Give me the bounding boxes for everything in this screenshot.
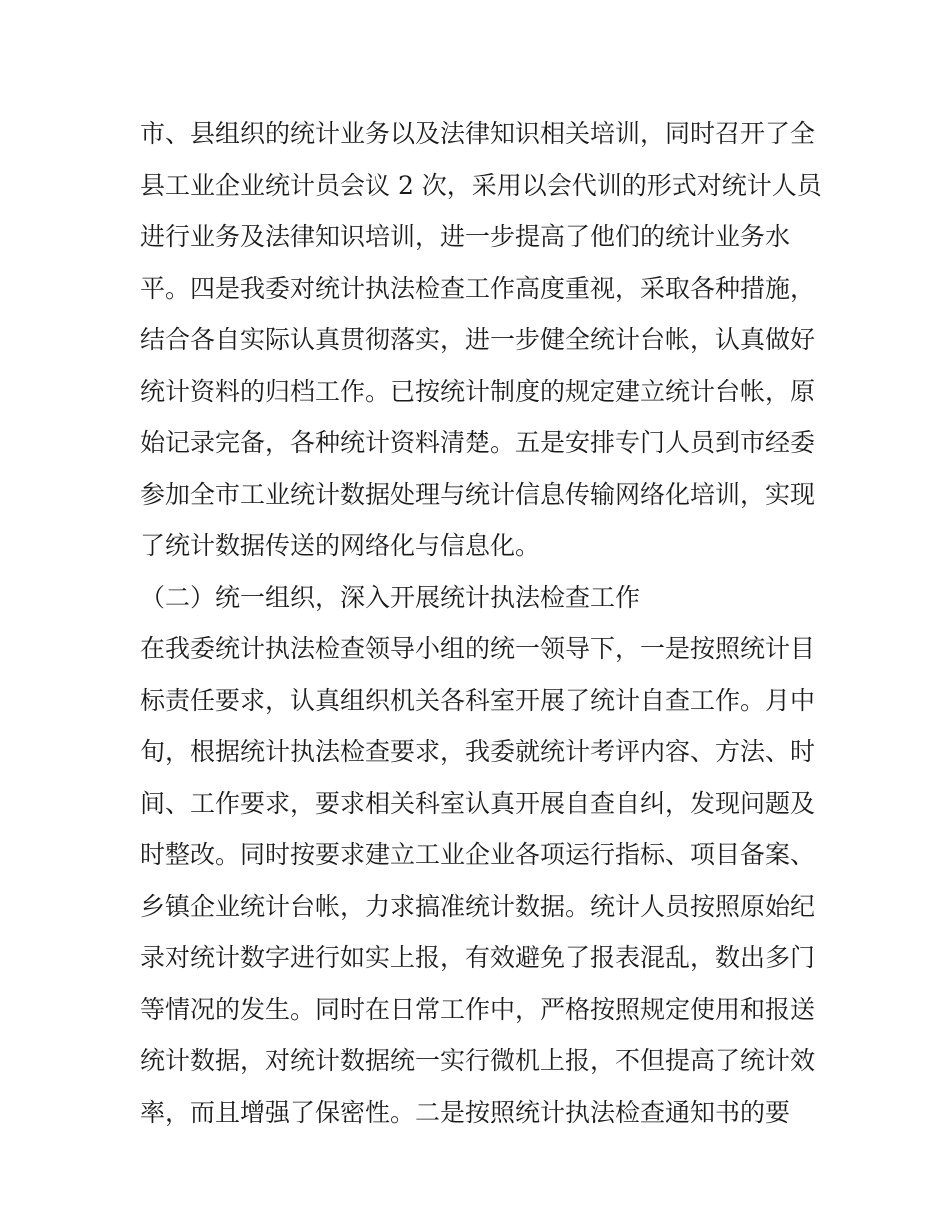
paragraph-line: 标责任要求，认真组织机关各科室开展了统计自查工作。月中 — [140, 685, 816, 715]
paragraph-line: 时整改。同时按要求建立工业企业各项运行指标、项目备案、 — [140, 840, 816, 869]
paragraph-line: 进行业务及法律知识培训，进一步提高了他们的统计业务水 — [140, 222, 791, 251]
paragraph-line: 县工业企业统计员会议 2 次，采用以会代训的形式对统计人员 — [140, 170, 822, 200]
paragraph-line: 统计数据，对统计数据统一实行微机上报，不但提高了统计效 — [140, 1046, 816, 1075]
paragraph-line: 录对统计数字进行如实上报，有效避免了报表混乱，数出多门 — [140, 943, 816, 972]
paragraph-line: 等情况的发生。同时在日常工作中，严格按照规定使用和报送 — [140, 994, 816, 1024]
paragraph-line: 率，而且增强了保密性。二是按照统计执法检查通知书的要 — [140, 1097, 791, 1127]
paragraph-line: 统计资料的归档工作。已按统计制度的规定建立统计台帐，原 — [140, 376, 816, 406]
paragraph-line: 参加全市工业统计数据处理与统计信息传输网络化培训，实现 — [140, 479, 816, 509]
paragraph-line: 了统计数据传送的网络化与信息化。 — [140, 531, 541, 560]
document-body — [140, 108, 820, 1138]
section-heading: （二）统一组织，深入开展统计执法检查工作 — [140, 582, 641, 612]
paragraph-line: 平。四是我委对统计执法检查工作高度重视，采取各种措施， — [140, 273, 816, 303]
paragraph-line: 市、县组织的统计业务以及法律知识相关培训，同时召开了全 — [140, 119, 816, 148]
paragraph-line: 旬，根据统计执法检查要求，我委就统计考评内容、方法、时 — [140, 737, 816, 766]
paragraph-line: 结合各自实际认真贯彻落实，进一步健全统计台帐，认真做好 — [140, 325, 816, 354]
paragraph-line: 始记录完备，各种统计资料清楚。五是安排专门人员到市经委 — [140, 428, 816, 457]
paragraph-line: 在我委统计执法检查领导小组的统一领导下，一是按照统计目 — [140, 634, 816, 663]
paragraph-line: 间、工作要求，要求相关科室认真开展自查自纠，发现问题及 — [140, 788, 816, 818]
paragraph-line: 乡镇企业统计台帐，力求搞准统计数据。统计人员按照原始纪 — [140, 891, 816, 921]
